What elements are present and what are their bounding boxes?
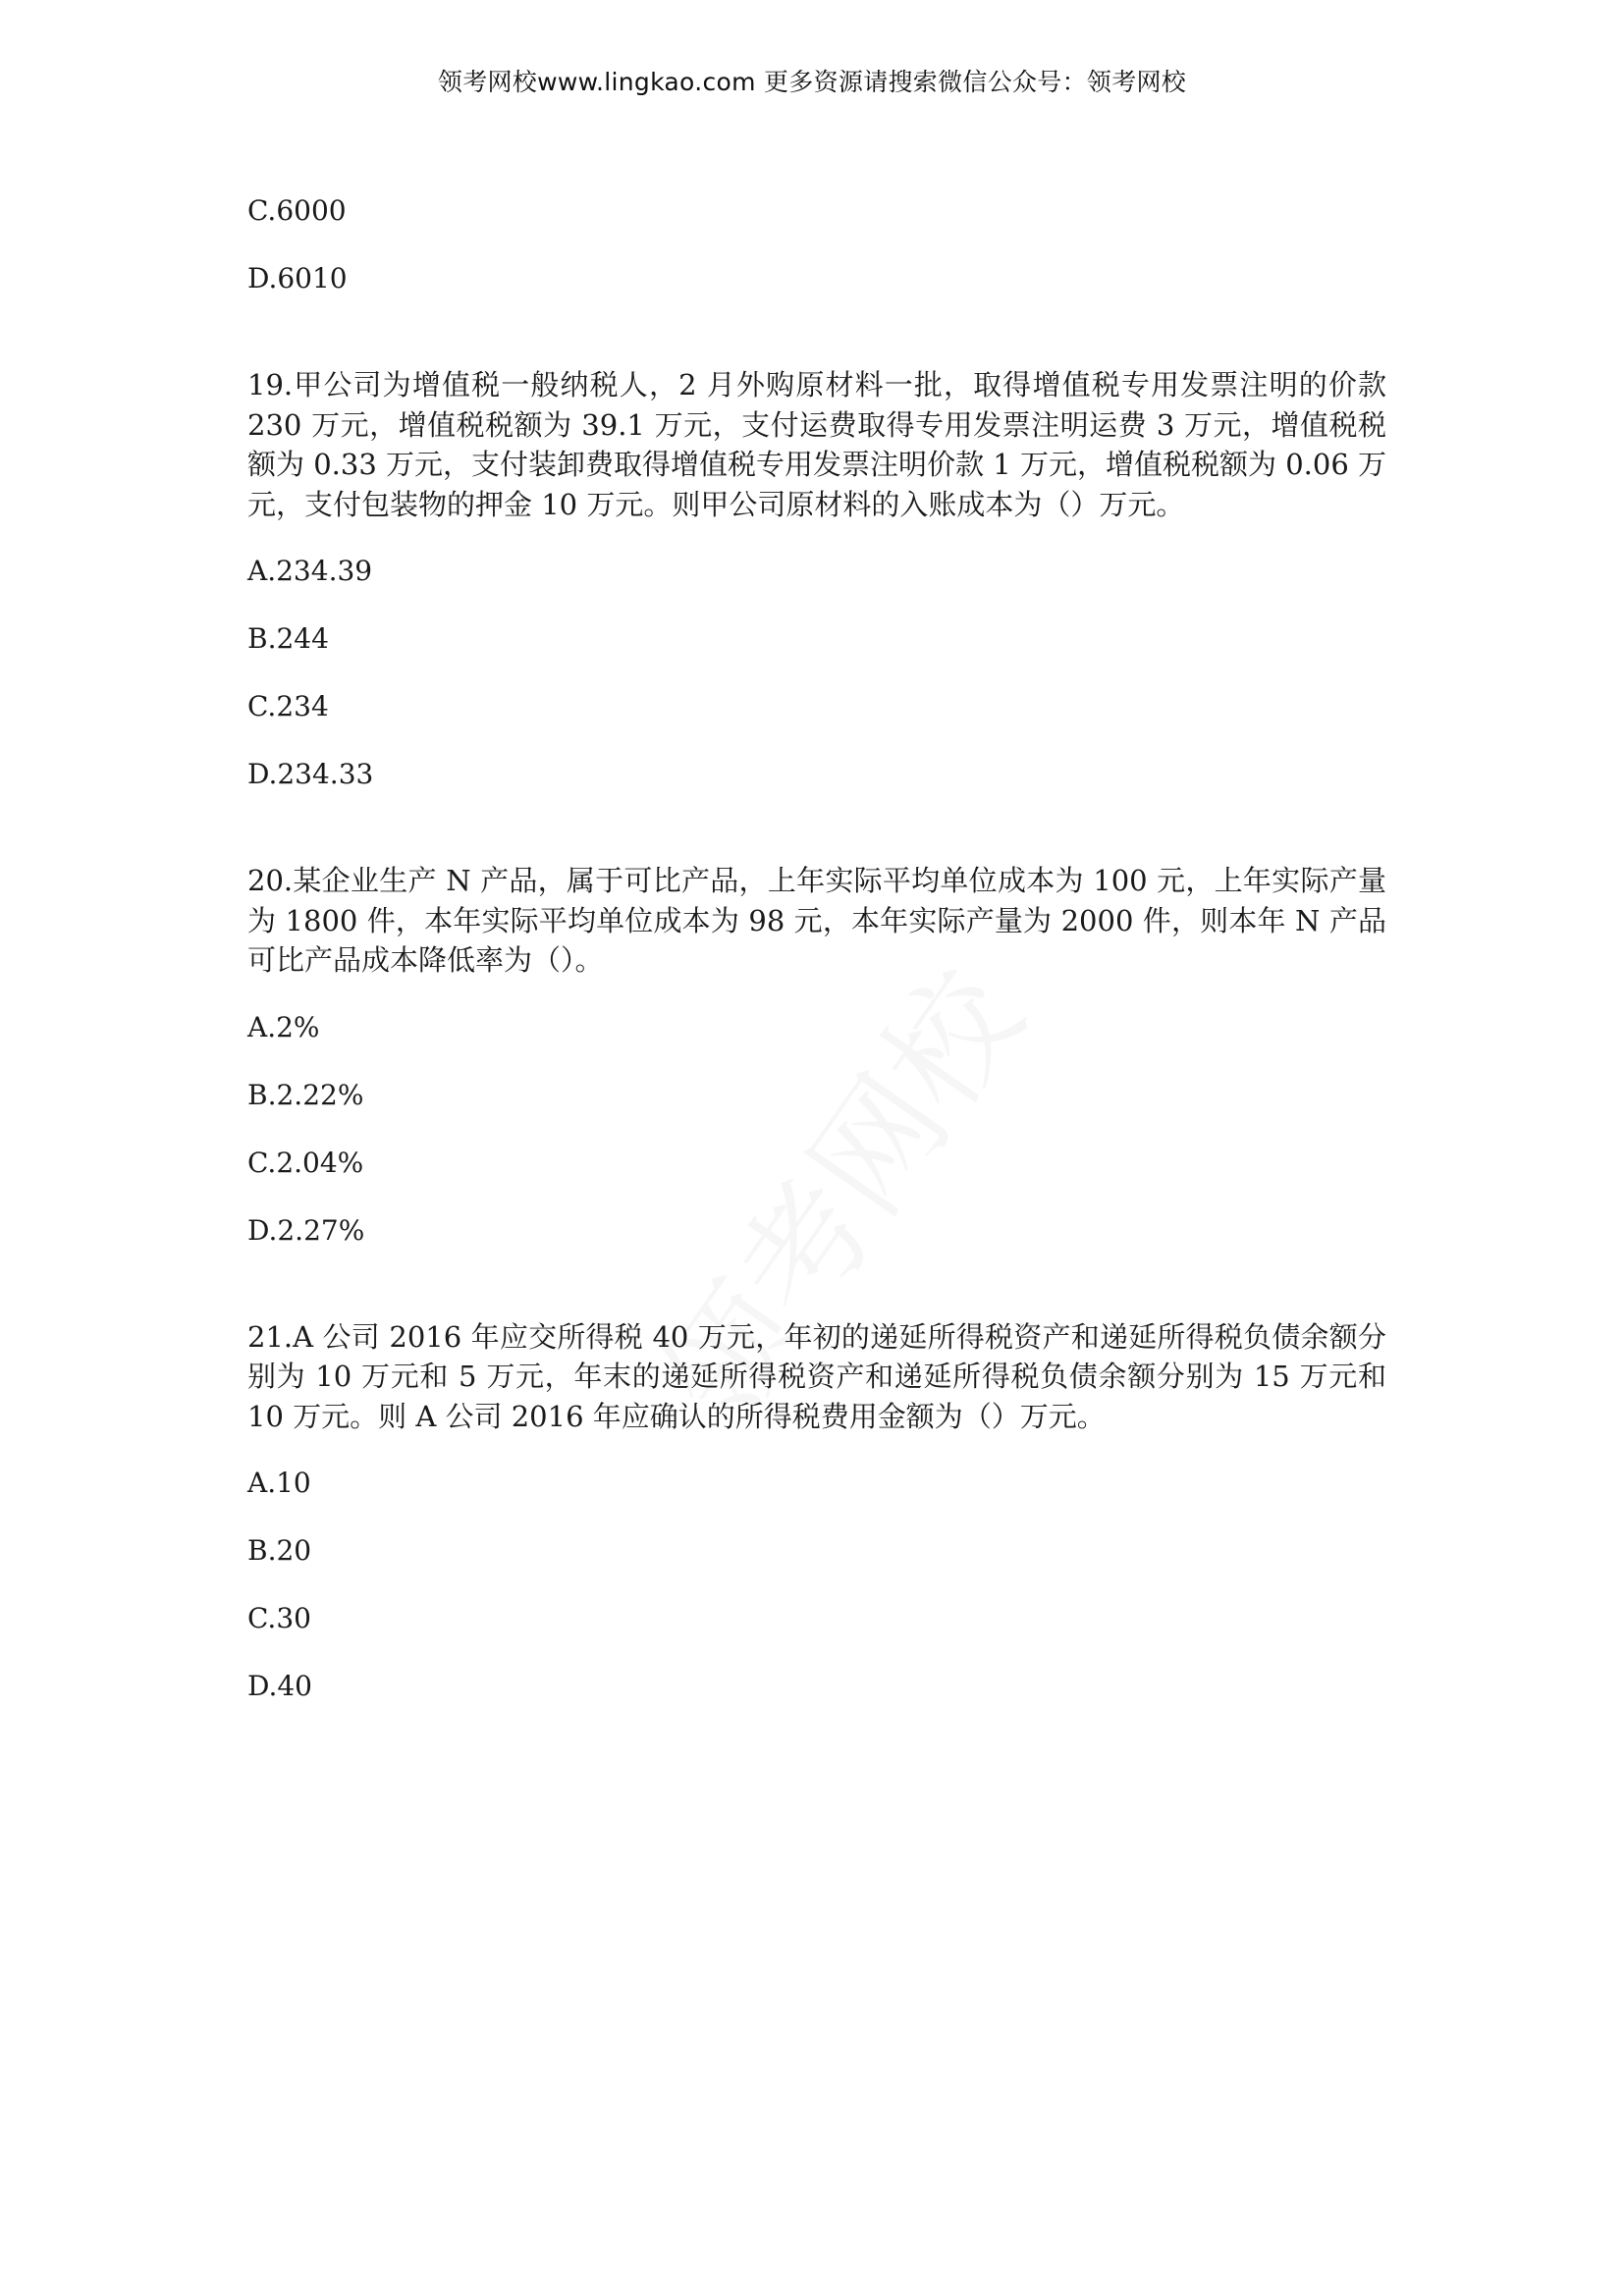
question-text: 20.某企业生产 N 产品，属于可比产品，上年实际平均单位成本为 100 元，上年实际产量为 1800 件，本年实际平均单位成本为 98 元，本年实际产量为 2000 件，则本年 N 产品可比产品成本降低率为（）。 xyxy=(247,864,1386,977)
option-c: C.234 xyxy=(247,690,329,722)
option-d: D.40 xyxy=(247,1670,312,1702)
option-b: B.244 xyxy=(247,622,329,655)
option-a: A.2% xyxy=(247,1010,320,1043)
page-header: 领考网校www.lingkao.com 更多资源请搜索微信公众号：领考网校 xyxy=(437,68,1187,96)
question-text: 21.A 公司 2016 年应交所得税 40 万元，年初的递延所得税资产和递延所得税负债余额分别为 10 万元和 5 万元，年末的递延所得税资产和递延所得税负债余额分别为 15 万元和 10 万元。则 A 公司 2016 年应确认的所得税费用金额为（）万元。 xyxy=(247,1319,1386,1433)
document-body xyxy=(247,191,1386,1735)
option-b: B.2.22% xyxy=(247,1078,364,1111)
option-d: D.234.33 xyxy=(247,758,374,790)
option-d: D.2.27% xyxy=(247,1213,365,1247)
question-19 xyxy=(247,365,1386,794)
option-c: C.6000 xyxy=(247,194,347,227)
question-20 xyxy=(247,861,1386,1251)
question-21 xyxy=(247,1317,1386,1707)
option-a: A.234.39 xyxy=(247,555,373,587)
option-b: B.20 xyxy=(247,1534,312,1567)
question-text: 19.甲公司为增值税一般纳税人，2 月外购原材料一批，取得增值税专用发票注明的价款 230 万元，增值税税额为 39.1 万元，支付运费取得专用发票注明运费 3 万元，增值税税额为 0.33 万元，支付装卸费取得增值税专用发票注明价款 1 万元，增值税税额为 0.06 万元，支付包装物的押金 10 万元。则甲公司原材料的入账成本为（）万元。 xyxy=(247,368,1386,521)
leading-options xyxy=(247,191,1386,298)
option-a: A.10 xyxy=(247,1467,311,1499)
option-c: C.30 xyxy=(247,1602,311,1634)
option-c: C.2.04% xyxy=(247,1146,364,1179)
option-d: D.6010 xyxy=(247,262,348,294)
